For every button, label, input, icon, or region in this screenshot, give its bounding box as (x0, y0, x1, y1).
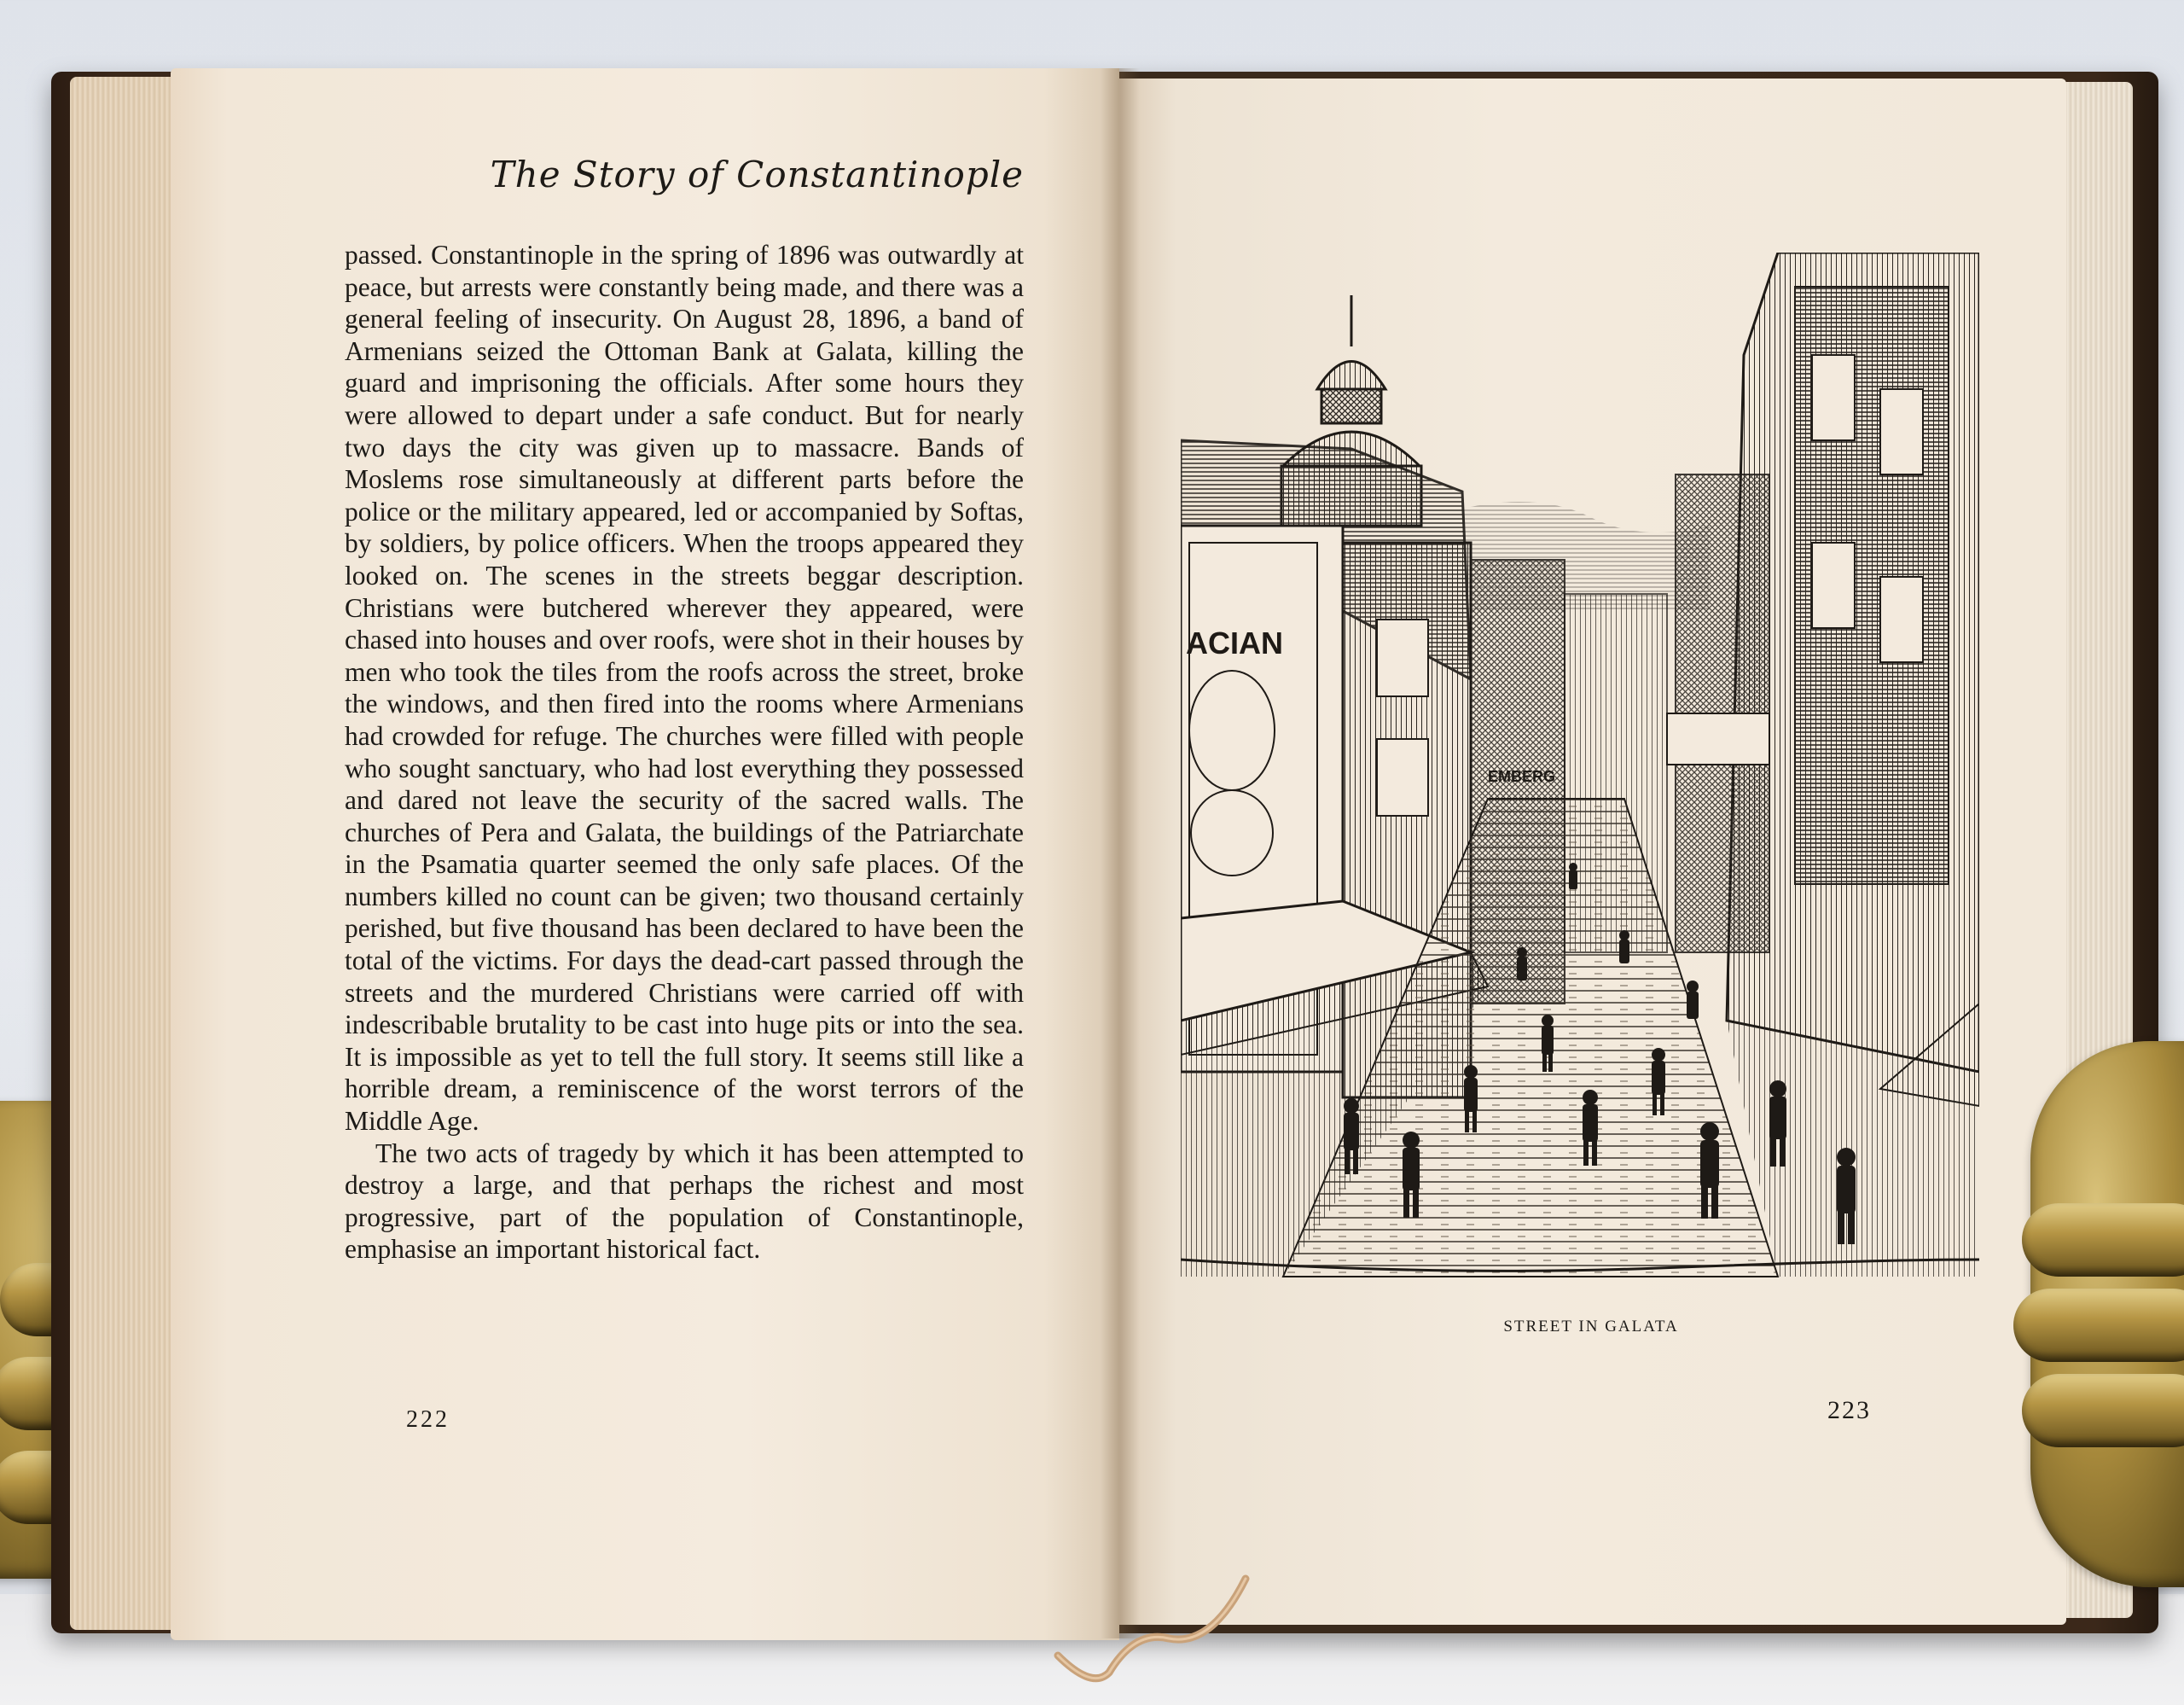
paragraph: passed. Constantinople in the spring of 1896 was outwardly at peace, but arrests were constantly being made, and there was a general feeling of insecurity. On August 28, 1896, a band of Armenians seized the Ottoman Bank at Galata, killing the guard and imprisoning the officials. After some hours they were allowed to depart under a safe conduct. But for nearly two days the city was given up to massacre. Bands of Moslems rose simultaneously at different parts before the police or the military appeared, led or accompanied by Softas, by soldiers, by police officers. When the troops appeared they looked on. The scenes in the streets beggar description. Christians were butchered wherever they appeared, were chased into houses and over roofs, were shot in their houses by men who took the tiles from the roofs across the street, broke the windows, and then fired into the rooms where Armenians had crowded for refuge. The churches were filled with people who sought sanctuary, who had lost everything they possessed and dared not leave the security of the sacred walls. The churches of Pera and Galata, the buildings of the Patriarchate in the Psamatia quarter seemed the only safe places. Of the numbers killed no count can be given; two thousand certainly perished, but five thousand has been declared to have been the total of the victims. For days the dead-cart passed through the streets and the murdered Christians were carried off with indescribable brutality to be cast into huge pits or into the sea. It is impossible as yet to tell the full story. It seems still like a horrible dream, a reminiscence of the worst terrors of the Middle Age. (345, 240, 1024, 1137)
body-text (345, 239, 1024, 1266)
left-page-number: 222 (406, 1406, 450, 1433)
book-gutter (1101, 68, 1140, 1638)
shop-sign-text: ACIAN (1186, 626, 1283, 660)
holder-finger (2022, 1374, 2184, 1447)
illustration-caption: STREET IN GALATA (1503, 1318, 1679, 1335)
paragraph: The two acts of tragedy by which it has been attempted to destroy a large, and that perhaps the richest and most progressive, part of the population of Constantinople, emphasise an important historical fact. (345, 1138, 1024, 1265)
running-head: The Story of Constantinople (490, 154, 1024, 195)
holder-finger (2022, 1203, 2184, 1277)
right-page-number: 223 (1827, 1396, 1871, 1424)
street-illustration (1181, 253, 1979, 1285)
shop-sign-text: EMBERG (1488, 768, 1556, 785)
holder-finger (2013, 1289, 2184, 1362)
bookmark-ribbon (1041, 1562, 1280, 1705)
right-book-holder (2030, 1041, 2184, 1587)
